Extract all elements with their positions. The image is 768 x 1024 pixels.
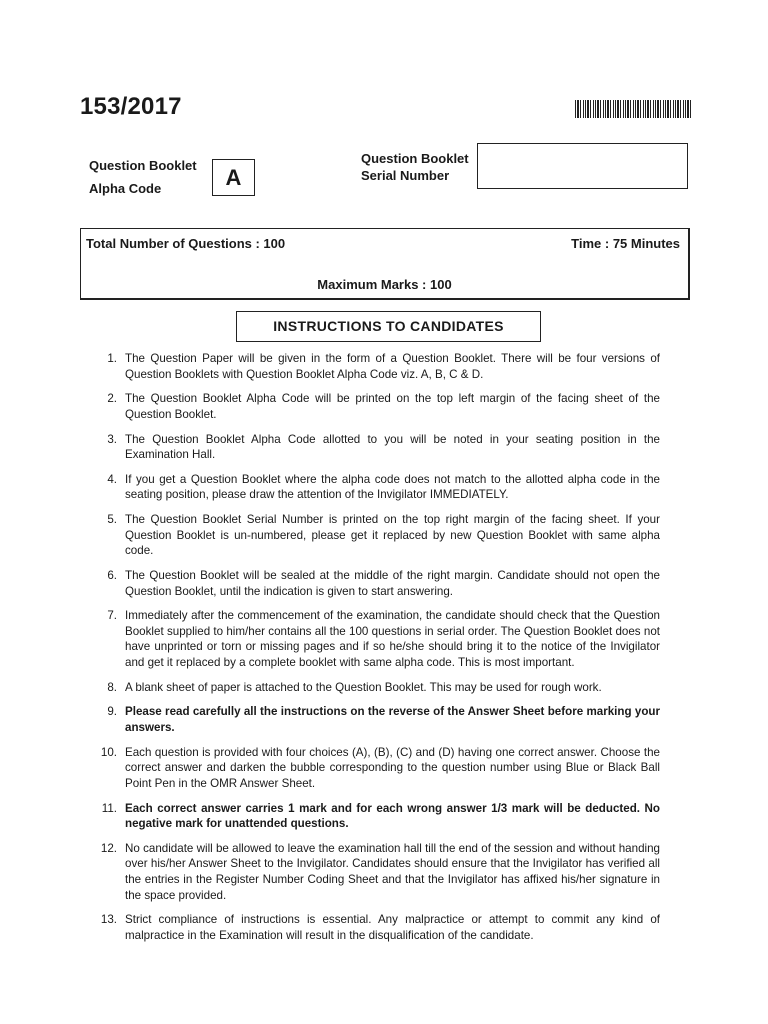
serial-number-box	[477, 143, 688, 189]
instruction-number: 3.	[107, 432, 117, 446]
serial-number-label-line2: Serial Number	[361, 168, 450, 183]
paper-code: 153/2017	[80, 93, 182, 120]
instruction-item	[80, 745, 660, 792]
instruction-text: If you get a Question Booklet where the alpha code does not match to the allotted alpha code in the seating position, please draw the attention of the Invigilator IMMEDIATELY.	[125, 472, 660, 502]
instruction-item	[80, 912, 660, 943]
instruction-number: 2.	[107, 392, 117, 406]
instruction-text: The Question Booklet will be sealed at the middle of the right margin. Candidate should not open the Question Booklet, until the indication is given to start answering.	[125, 569, 660, 598]
instruction-item	[80, 472, 660, 503]
exam-summary-box	[80, 228, 690, 300]
instructions-title: INSTRUCTIONS TO CANDIDATES	[236, 311, 541, 342]
barcode-image	[575, 100, 693, 118]
instruction-number: 11.	[101, 801, 117, 815]
instruction-text: Each question is provided with four choices (A), (B), (C) and (D) having one correct answer. Choose the correct answer and darken the bubble corresponding to the question number using Blue or Black Ball Point Pen in the OMR Answer Sheet.	[125, 745, 660, 790]
instruction-text: Please read carefully all the instructions on the reverse of the Answer Sheet before marking your answers.	[125, 705, 660, 735]
instruction-number: 12.	[100, 841, 117, 855]
instruction-text: The Question Booklet Alpha Code allotted to you will be noted in your seating position in the Examination Hall.	[125, 432, 660, 462]
instruction-text: Each correct answer carries 1 mark and for each wrong answer 1/3 mark will be deducted. No negative mark for unattended questions.	[125, 801, 660, 831]
instruction-text: A blank sheet of paper is attached to the Question Booklet. This may be used for rough work.	[125, 680, 602, 694]
instruction-text: The Question Paper will be given in the form of a Question Booklet. There will be four versions of Question Booklets with Question Booklet Alpha Code viz. A, B, C & D.	[125, 352, 660, 381]
instruction-item	[80, 608, 660, 670]
maximum-marks: Maximum Marks : 100	[317, 277, 452, 292]
instruction-text: No candidate will be allowed to leave the examination hall till the end of the session and without handing over his/her Answer Sheet to the Invigilator. Candidates should ensure that the Invigilator has verified all the entries in the Register Number Coding Sheet and that the Invigilator has affixed his/her signature in the space provided.	[125, 841, 660, 902]
instruction-number: 9.	[107, 705, 117, 719]
instruction-number: 4.	[107, 472, 117, 486]
alpha-code-label-line1: Question Booklet	[89, 158, 197, 173]
serial-number-label	[361, 150, 469, 184]
instruction-text: Immediately after the commencement of the examination, the candidate should check that the Question Booklet supplied to him/her contains all the 100 questions in serial order. The Question Booklet does not have unprinted or torn or missing pages and if so he/she should bring it to the notice of the Invigilator and get it replaced by a complete booklet with same alpha code. This is most important.	[125, 609, 660, 670]
instructions-list	[80, 351, 660, 953]
instruction-item	[80, 351, 660, 382]
instruction-text: Strict compliance of instructions is essential. Any malpractice or attempt to commit any kind of malpractice in the Examination will result in the disqualification of the candidate.	[125, 913, 660, 942]
exam-time: Time : 75 Minutes	[571, 236, 680, 251]
alpha-code-box: A	[212, 159, 255, 196]
instruction-item	[80, 841, 660, 903]
instruction-number: 10.	[100, 745, 117, 759]
instruction-item	[80, 512, 660, 559]
instruction-number: 7.	[107, 609, 117, 623]
instruction-item	[80, 704, 660, 735]
instruction-number: 6.	[107, 569, 117, 582]
instruction-number: 5.	[107, 513, 117, 527]
instruction-number: 13.	[100, 913, 117, 927]
instruction-text: The Question Booklet Alpha Code will be printed on the top left margin of the facing sheet of the Question Booklet.	[125, 392, 660, 421]
instruction-text: The Question Booklet Serial Number is printed on the top right margin of the facing sheet. If your Question Booklet is un-numbered, please get it replaced by new Question Booklet with same alpha code.	[125, 513, 660, 558]
instruction-item	[80, 568, 660, 599]
instruction-item	[80, 432, 660, 463]
instruction-item	[80, 391, 660, 422]
instruction-number: 1.	[107, 352, 117, 365]
total-questions: Total Number of Questions : 100	[86, 236, 286, 251]
instruction-item	[80, 680, 660, 696]
alpha-code-label	[89, 154, 197, 200]
alpha-code-label-line2: Alpha Code	[89, 181, 162, 196]
instruction-item	[80, 801, 660, 832]
serial-number-label-line1: Question Booklet	[361, 151, 469, 166]
instruction-number: 8.	[107, 680, 117, 694]
